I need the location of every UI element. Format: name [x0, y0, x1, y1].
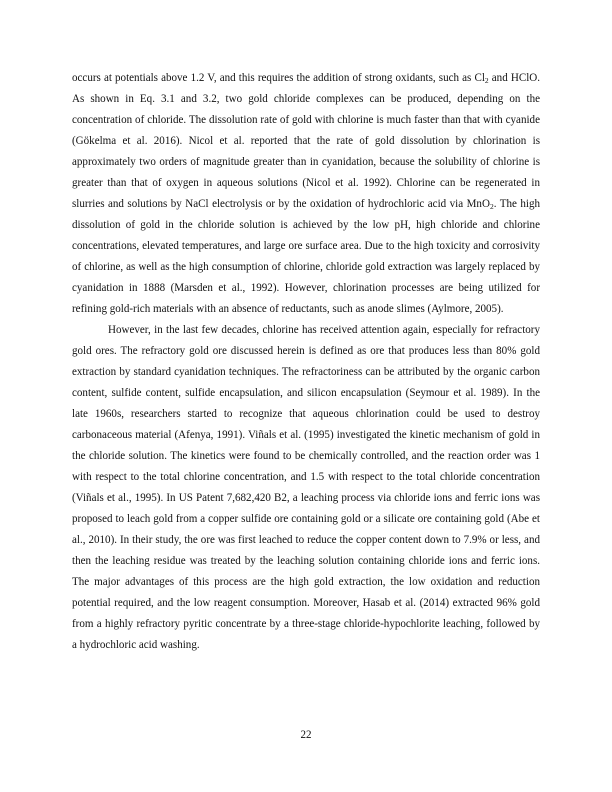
page-body [72, 68, 540, 656]
subscript-mno2: 2 [489, 202, 494, 212]
paragraph-1-text-c: . The high dissolution of gold in the chloride solution is achieved by the low pH, high chloride and chlorine concentrations, elevated temperatures, and large ore surface area. Due to the high toxicity and corrosivity of chlorine, as well as the high consumption of chlorine, chloride gold extraction was largely replaced by cyanidation in 1888 (Marsden et al., 1992). However, chlorination processes are being utilized for refining gold-rich materials with an absence of reductants, such as anode slimes (Aylmore, 2005). [72, 198, 540, 316]
paragraph-1-text-a: occurs at potentials above 1.2 V, and this requires the addition of strong oxidants, such as Cl [72, 72, 485, 84]
paragraph-2: However, in the last few decades, chlorine has received attention again, especially for refractory gold ores. The refractory gold ore discussed herein is defined as ore that produces less than 80% gold extraction by standard cyanidation techniques. The refractoriness can be attributed by the organic carbon content, sulfide content, sulfide encapsulation, and silicon encapsulation (Seymour et al. 1989). In the late 1960s, researchers started to recognize that aqueous chlorination could be used to destroy carbonaceous material (Afenya, 1991). Viñals et al. (1995) investigated the kinetic mechanism of gold in the chloride solution. The kinetics were found to be chemically controlled, and the reaction order was 1 with respect to the total chlorine concentration, and 1.5 with respect to the total chloride concentration (Viñals et al., 1995). In US Patent 7,682,420 B2, a leaching process via chloride ions and ferric ions was proposed to leach gold from a copper sulfide ore containing gold or a silicate ore containing gold (Abe et al., 2010). In their study, the ore was first leached to reduce the copper content down to 7.9% or less, and then the leaching residue was treated by the leaching solution containing chloride ions and ferric ions. The major advantages of this process are the high gold extraction, the low oxidation and reduction potential required, and the low reagent consumption. Moreover, Hasab et al. (2014) extracted 96% gold from a highly refractory pyritic concentrate by a three-stage chloride-hypochlorite leaching, followed by a hydrochloric acid washing. [72, 324, 540, 652]
paragraph-1-text-b: and HClO. As shown in Eq. 3.1 and 3.2, two gold chloride complexes can be produced, depending on the concentration of chloride. The dissolution rate of gold with chlorine is much faster than that with cyanide (Gökelma et al. 2016). Nicol et al. reported that the rate of gold dissolution by chlorination is approximately two orders of magnitude greater than in cyanidation, because the solubility of chlorine is greater than that of oxygen in aqueous solutions (Nicol et al. 1992). Chlorine can be regenerated in slurries and solutions by NaCl electrolysis or by the oxidation of hydrochloric acid via MnO [72, 72, 540, 211]
paragraph-1 [72, 68, 540, 320]
subscript-cl2: 2 [484, 76, 489, 85]
page-number: 22 [300, 729, 312, 741]
